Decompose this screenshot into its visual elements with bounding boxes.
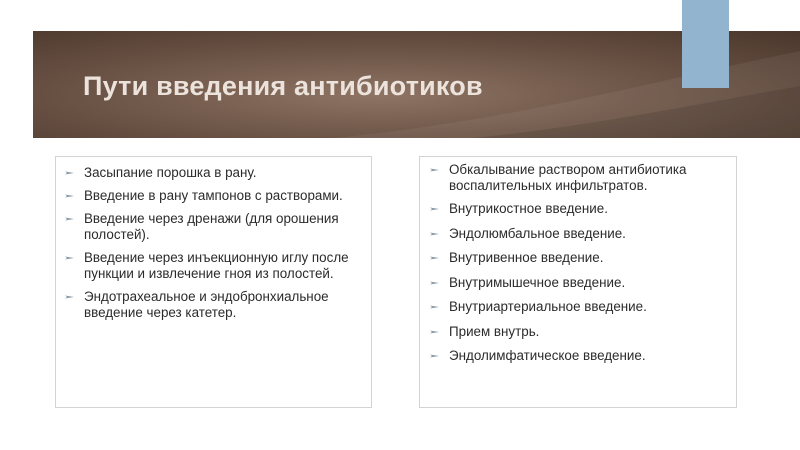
list-item: Внутриартериальное введение. [429, 299, 726, 315]
arrow-bullet-icon [429, 226, 441, 242]
arrow-bullet-icon [64, 250, 76, 266]
arrow-bullet-icon [429, 299, 441, 315]
arrow-bullet-icon [429, 201, 441, 217]
arrow-bullet-icon [429, 250, 441, 266]
list-item: Внутримышечное введение. [429, 275, 726, 291]
list-item: Внутрикостное введение. [429, 201, 726, 217]
list-item: Обкалывание раствором антибиотика воспалительных инфильтратов. [429, 162, 726, 194]
arrow-bullet-icon [429, 324, 441, 340]
list-item: Засыпание порошка в рану. [64, 165, 361, 181]
arrow-bullet-icon [64, 165, 76, 181]
arrow-bullet-icon [429, 162, 441, 178]
arrow-bullet-icon [429, 275, 441, 291]
arrow-bullet-icon [64, 188, 76, 204]
list-item: Внутривенное введение. [429, 250, 726, 266]
accent-bar [682, 0, 729, 88]
arrow-bullet-icon [429, 348, 441, 364]
arrow-bullet-icon [64, 211, 76, 227]
list-item: Эндолюмбальное введение. [429, 226, 726, 242]
list-item: Введение через дренажи (для орошения полостей). [64, 211, 361, 243]
list-item: Введение через инъекционную иглу после пункции и извлечение гноя из полостей. [64, 250, 361, 282]
arrow-bullet-icon [64, 289, 76, 305]
slide-title: Пути введения антибиотиков [83, 71, 483, 101]
list-item: Введение в рану тампонов с растворами. [64, 188, 361, 204]
left-text-box [55, 156, 372, 408]
list-item: Прием внутрь. [429, 324, 726, 340]
list-item: Эндотрахеальное и эндобронхиальное введение через катетер. [64, 289, 361, 321]
list-item: Эндолимфатическое введение. [429, 348, 726, 364]
right-text-box [419, 156, 737, 408]
